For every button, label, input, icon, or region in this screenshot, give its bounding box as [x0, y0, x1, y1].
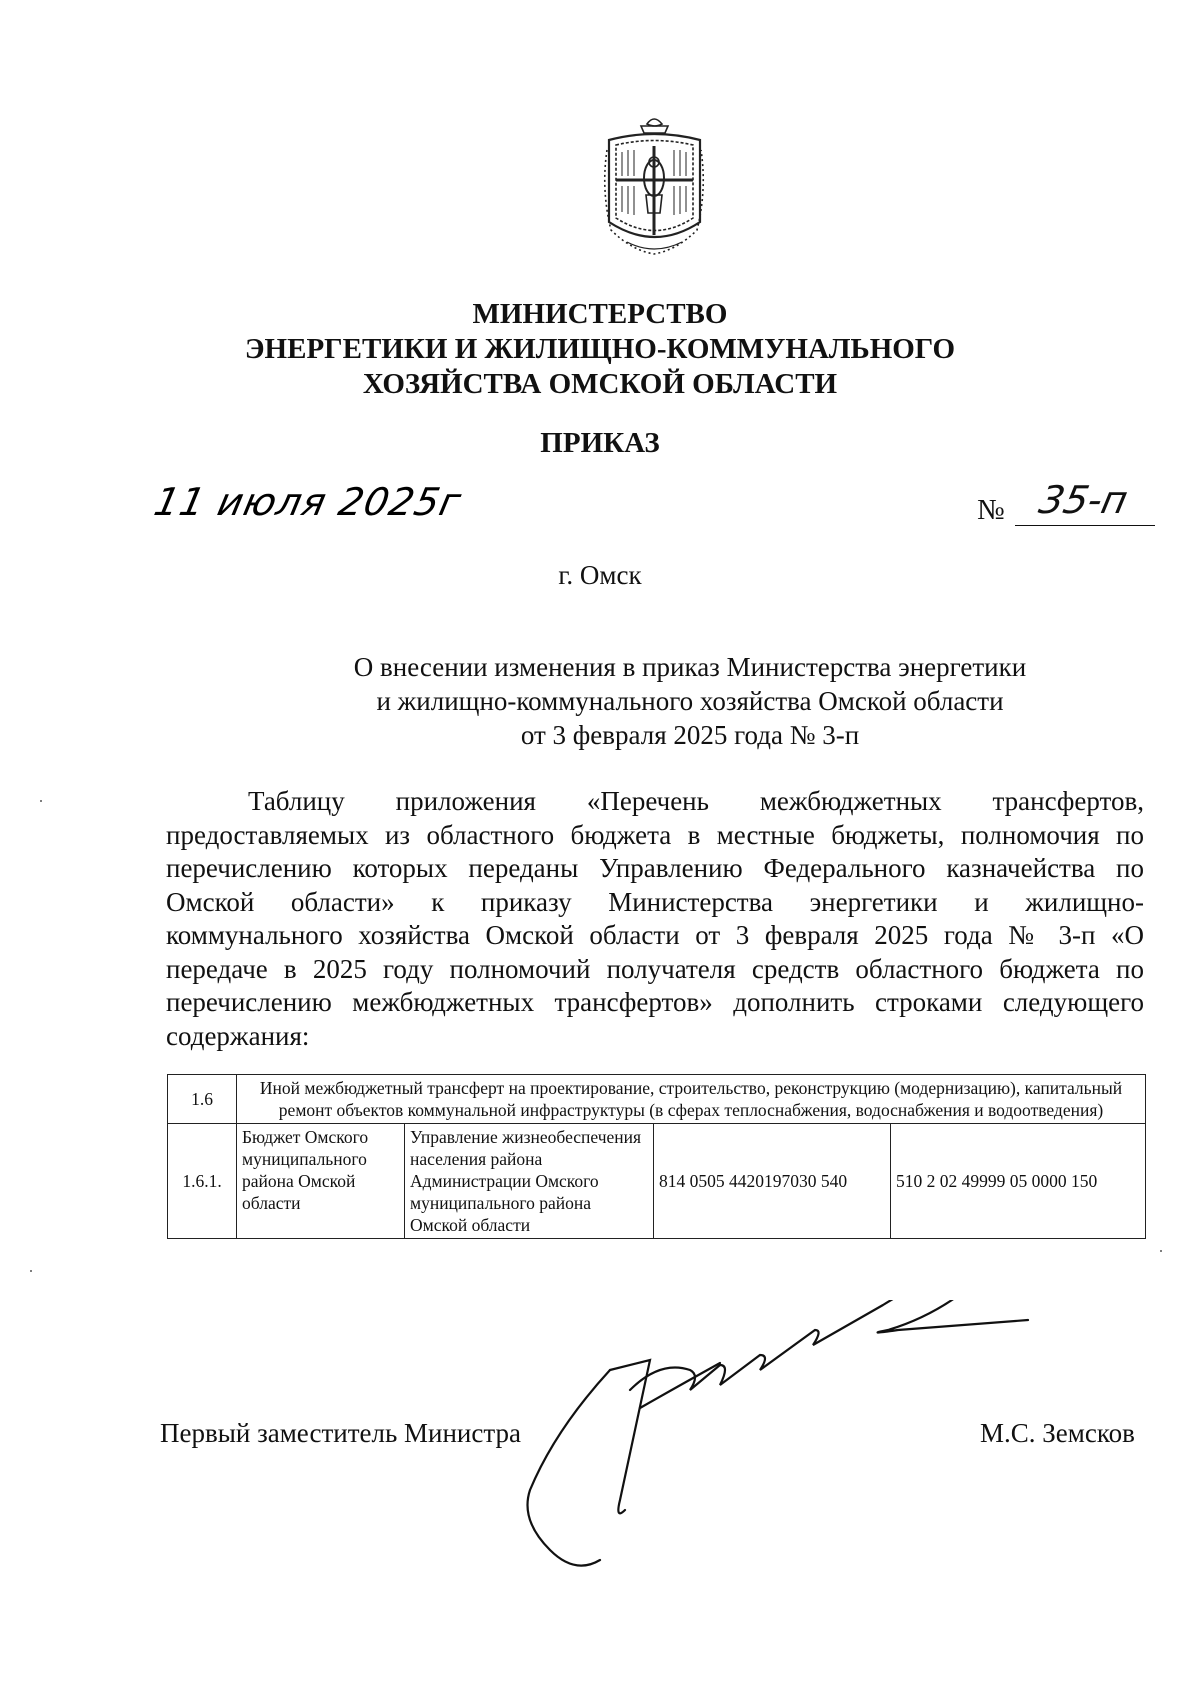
subject-line-2: и жилищно-коммунального хозяйства Омской области [376, 686, 1004, 716]
ministry-line-3: ХОЗЯЙСТВА ОМСКОЙ ОБЛАСТИ [362, 368, 838, 400]
table-row [168, 1075, 1146, 1124]
body-line: Омской области» к приказу Министерства энергетики и жилищно- [166, 886, 1144, 917]
organization-cell: Управление жизнеобеспечения населения района Администрации Омского муниципального района Омской области [405, 1124, 654, 1239]
subject-line-3: от 3 февраля 2025 года № 3-п [520, 720, 860, 750]
scan-speck [1160, 1250, 1162, 1252]
ministry-line-1: МИНИСТЕРСТВО [472, 298, 728, 330]
ministry-header [0, 297, 1200, 402]
scan-speck [40, 800, 42, 802]
signer-title: Первый заместитель Министра [160, 1418, 521, 1448]
expense-code-cell: 814 0505 4420197030 540 [654, 1124, 891, 1239]
body-line: перечислению которых переданы Управлению Федерального казначейства по [166, 853, 1144, 883]
body-line: коммунального хозяйства Омской области от 3 февраля 2025 года № 3-п «О [166, 920, 1144, 950]
transfer-description-cell: Иной межбюджетный трансферт на проектирование, строительство, реконструкцию (модернизацию), капитальный ремонт объектов коммунальной инфраструктуры (в сферах теплоснабжения, водоснабжения и водоотведения) [237, 1075, 1146, 1124]
budget-cell: Бюджет Омского муниципального района Омской области [237, 1124, 405, 1239]
scan-speck [30, 1270, 32, 1272]
handwritten-number: 35-п [1035, 478, 1132, 522]
table-row [168, 1124, 1146, 1239]
signer-name: М.С. Земсков [980, 1418, 1135, 1448]
subject-line-1: О внесении изменения в приказ Министерства энергетики [353, 652, 1027, 682]
number-sign: № [977, 494, 1005, 526]
ministry-line-2: ЭНЕРГЕТИКИ И ЖИЛИЩНО-КОММУНАЛЬНОГО [244, 333, 956, 365]
body-line: предоставляемых из областного бюджета в местные бюджеты, полномочия по [166, 819, 1144, 850]
row-number-cell: 1.6 [168, 1075, 237, 1124]
city-line: г. Омск [558, 560, 642, 590]
handwritten-date: 11 июля 2025г [150, 480, 466, 524]
order-body [166, 785, 1144, 1053]
transfers-table [167, 1074, 1146, 1239]
order-subject [300, 650, 1080, 752]
number-underline [1015, 525, 1155, 526]
body-line: Таблицу приложения «Перечень межбюджетных трансфертов, [248, 786, 1144, 816]
body-line: передаче в 2025 году полномочий получателя средств областного бюджета по [166, 953, 1144, 984]
coat-of-arms-icon [597, 110, 712, 260]
income-code-cell: 510 2 02 49999 05 0000 150 [891, 1124, 1146, 1239]
row-number-cell: 1.6.1. [168, 1124, 237, 1239]
document-type: ПРИКАЗ [540, 427, 660, 459]
body-line: содержания: [166, 1020, 310, 1051]
body-line: перечислению межбюджетных трансфертов» дополнить строками следующего [166, 987, 1144, 1017]
